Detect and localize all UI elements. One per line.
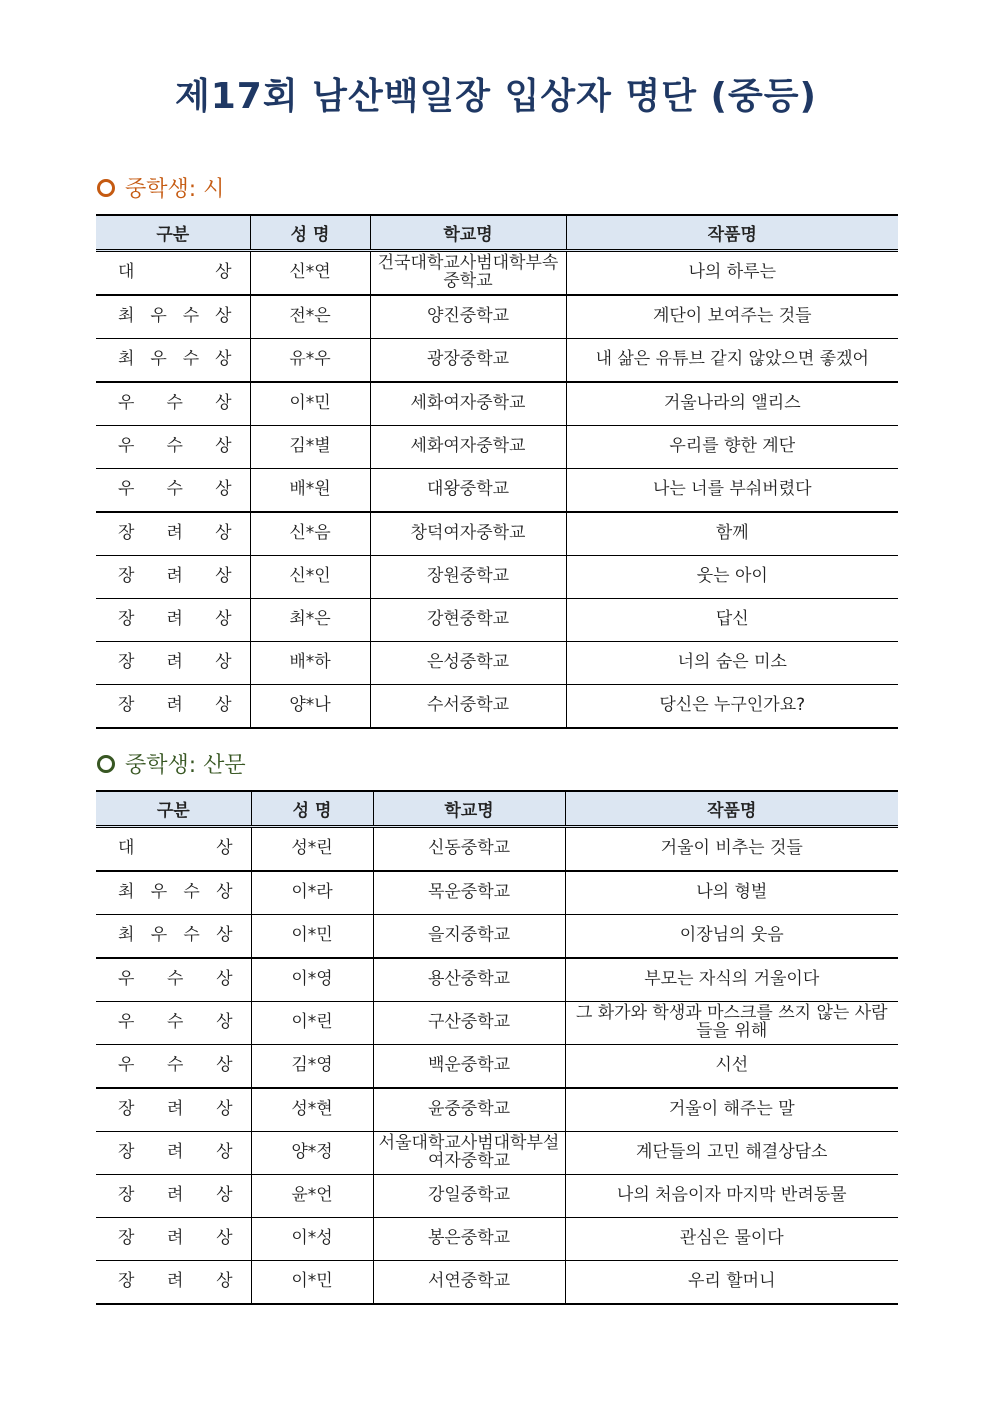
award-char: 상 <box>215 436 232 457</box>
work-cell: 웃는 아이 <box>566 556 898 599</box>
award-char: 대 <box>118 838 135 859</box>
name-cell: 이*성 <box>251 1218 373 1261</box>
table-header-row <box>96 215 898 251</box>
work-cell: 너의 숨은 미소 <box>566 642 898 685</box>
award-label <box>118 1101 233 1119</box>
award-cell <box>96 915 251 959</box>
award-cell <box>96 512 250 556</box>
award-cell <box>96 426 250 469</box>
school-cell: 건국대학교사범대학부속중학교 <box>370 251 566 296</box>
award-char: 려 <box>166 523 183 544</box>
name-cell: 유*우 <box>250 339 370 383</box>
award-char: 장 <box>118 1099 135 1120</box>
school-cell: 대왕중학교 <box>370 469 566 513</box>
work-cell: 내 삶은 유튜브 같지 않았으면 좋겠어 <box>566 339 898 383</box>
award-char: 상 <box>216 882 233 903</box>
award-cell <box>96 1002 251 1045</box>
name-cell: 성*린 <box>251 827 373 872</box>
award-label <box>118 264 232 282</box>
work-cell: 이장님의 웃음 <box>565 915 898 959</box>
table-row <box>96 1261 898 1305</box>
work-cell: 당신은 누구인가요? <box>566 685 898 729</box>
poetry-awards-table <box>96 214 898 729</box>
award-char: 우 <box>150 306 167 327</box>
award-char: 수 <box>167 1055 184 1076</box>
award-char: 상 <box>216 925 233 946</box>
school-cell: 장원중학교 <box>370 556 566 599</box>
section-heading-poetry <box>97 172 224 203</box>
school-cell: 백운중학교 <box>373 1045 565 1089</box>
award-char: 상 <box>215 523 232 544</box>
school-cell: 서연중학교 <box>373 1261 565 1305</box>
award-char: 수 <box>166 479 183 500</box>
award-label <box>118 308 232 326</box>
award-cell <box>96 1132 251 1175</box>
award-char: 우 <box>150 349 167 370</box>
award-label <box>118 1144 233 1162</box>
section-heading-label: 중학생: 산문 <box>125 753 246 778</box>
name-cell: 전*은 <box>250 295 370 339</box>
name-cell: 최*은 <box>250 599 370 642</box>
work-cell: 우리 할머니 <box>565 1261 898 1305</box>
award-char: 려 <box>167 1271 184 1292</box>
award-label <box>118 395 232 413</box>
award-cell <box>96 1088 251 1132</box>
award-cell <box>96 1261 251 1305</box>
school-cell: 봉은중학교 <box>373 1218 565 1261</box>
prose-awards-table <box>96 790 898 1305</box>
page-title: 제17회 남산백일장 입상자 명단 (중등) <box>174 76 817 117</box>
work-cell: 나의 형벌 <box>565 871 898 915</box>
school-cell: 신동중학교 <box>373 827 565 872</box>
work-cell: 거울나라의 앨리스 <box>566 382 898 426</box>
column-header: 구분 <box>96 215 250 251</box>
column-header: 구분 <box>96 791 251 827</box>
award-char: 우 <box>150 882 168 903</box>
award-cell <box>96 642 250 685</box>
name-cell: 김*별 <box>250 426 370 469</box>
name-cell: 배*하 <box>250 642 370 685</box>
work-cell: 시선 <box>565 1045 898 1089</box>
award-label <box>118 1014 233 1032</box>
table-row <box>96 1002 898 1045</box>
award-char: 수 <box>182 306 200 327</box>
award-cell <box>96 685 250 729</box>
award-char: 최 <box>118 925 135 946</box>
table-row <box>96 295 898 339</box>
award-char: 상 <box>216 838 233 859</box>
award-char: 려 <box>166 652 183 673</box>
award-cell <box>96 599 250 642</box>
award-cell <box>96 339 250 383</box>
award-char: 최 <box>118 349 135 370</box>
name-cell: 이*라 <box>251 871 373 915</box>
award-char: 상 <box>215 479 232 500</box>
column-header: 학교명 <box>373 791 565 827</box>
table-row <box>96 512 898 556</box>
award-label <box>118 840 233 858</box>
award-char: 수 <box>167 1012 184 1033</box>
award-cell <box>96 1218 251 1261</box>
name-cell: 성*현 <box>251 1088 373 1132</box>
table-row <box>96 1045 898 1089</box>
column-header: 성 명 <box>251 791 373 827</box>
table-row <box>96 915 898 959</box>
award-cell <box>96 556 250 599</box>
name-cell: 이*린 <box>251 1002 373 1045</box>
award-char: 상 <box>215 566 232 587</box>
award-char: 수 <box>183 882 200 903</box>
column-header: 작품명 <box>565 791 898 827</box>
school-cell: 광장중학교 <box>370 339 566 383</box>
award-char: 려 <box>166 695 183 716</box>
name-cell: 양*정 <box>251 1132 373 1175</box>
name-cell: 배*원 <box>250 469 370 513</box>
award-char: 상 <box>215 393 232 414</box>
column-header: 성 명 <box>250 215 370 251</box>
column-header: 학교명 <box>370 215 566 251</box>
award-char: 대 <box>118 262 135 283</box>
award-label <box>118 481 232 499</box>
award-label <box>118 351 232 369</box>
work-cell: 관심은 물이다 <box>565 1218 898 1261</box>
school-cell: 창덕여자중학교 <box>370 512 566 556</box>
award-cell <box>96 1175 251 1218</box>
award-char: 려 <box>167 1228 184 1249</box>
name-cell: 윤*언 <box>251 1175 373 1218</box>
school-cell: 세화여자중학교 <box>370 426 566 469</box>
award-char: 수 <box>183 925 200 946</box>
award-char: 최 <box>118 306 135 327</box>
award-char: 우 <box>118 969 135 990</box>
award-cell <box>96 827 251 872</box>
award-char: 최 <box>118 882 135 903</box>
table-row <box>96 426 898 469</box>
school-cell: 세화여자중학교 <box>370 382 566 426</box>
table-row <box>96 1088 898 1132</box>
award-cell <box>96 871 251 915</box>
name-cell: 이*민 <box>250 382 370 426</box>
award-char: 장 <box>118 1142 135 1163</box>
award-label <box>118 568 232 586</box>
award-char: 상 <box>216 969 233 990</box>
award-char: 상 <box>215 262 232 283</box>
award-char: 상 <box>216 1055 233 1076</box>
award-cell <box>96 1045 251 1089</box>
award-char: 려 <box>167 1142 184 1163</box>
award-char: 우 <box>118 436 135 457</box>
work-cell: 나의 하루는 <box>566 251 898 296</box>
school-cell: 강현중학교 <box>370 599 566 642</box>
award-char: 려 <box>167 1185 184 1206</box>
award-label <box>118 1273 233 1291</box>
work-cell: 계단이 보여주는 것들 <box>566 295 898 339</box>
award-char: 상 <box>215 695 232 716</box>
circle-bullet-icon <box>97 755 115 773</box>
award-label <box>118 525 232 543</box>
award-char: 우 <box>118 479 135 500</box>
award-char: 우 <box>150 925 168 946</box>
table-header-row <box>96 791 898 827</box>
table-row <box>96 599 898 642</box>
circle-bullet-icon <box>97 179 115 197</box>
award-char: 장 <box>118 609 135 630</box>
award-char: 장 <box>118 1185 135 1206</box>
award-char: 우 <box>118 393 135 414</box>
table-row <box>96 827 898 872</box>
table-row <box>96 1175 898 1218</box>
award-char: 장 <box>118 523 135 544</box>
work-cell: 부모는 자식의 거울이다 <box>565 958 898 1002</box>
award-char: 수 <box>167 969 184 990</box>
table-row <box>96 1132 898 1175</box>
award-cell <box>96 382 250 426</box>
award-label <box>118 971 233 989</box>
award-char: 상 <box>215 306 232 327</box>
award-char: 상 <box>216 1185 233 1206</box>
work-cell: 나의 처음이자 마지막 반려동물 <box>565 1175 898 1218</box>
award-char: 장 <box>118 695 135 716</box>
award-char: 상 <box>215 349 232 370</box>
award-cell <box>96 469 250 513</box>
award-char: 장 <box>118 652 135 673</box>
work-cell: 계단들의 고민 해결상담소 <box>565 1132 898 1175</box>
school-cell: 구산중학교 <box>373 1002 565 1045</box>
work-cell: 그 화가와 학생과 마스크를 쓰지 않는 사람들을 위해 <box>565 1002 898 1045</box>
award-label <box>118 1230 233 1248</box>
name-cell: 이*영 <box>251 958 373 1002</box>
school-cell: 윤중중학교 <box>373 1088 565 1132</box>
award-label <box>118 1057 233 1075</box>
award-char: 려 <box>166 566 183 587</box>
school-cell: 목운중학교 <box>373 871 565 915</box>
school-cell: 은성중학교 <box>370 642 566 685</box>
award-cell <box>96 958 251 1002</box>
name-cell: 이*민 <box>251 1261 373 1305</box>
column-header: 작품명 <box>566 215 898 251</box>
table-row <box>96 469 898 513</box>
table-row <box>96 642 898 685</box>
award-char: 우 <box>118 1012 135 1033</box>
award-char: 상 <box>215 652 232 673</box>
award-cell <box>96 251 250 296</box>
table-row <box>96 251 898 296</box>
award-label <box>118 1187 233 1205</box>
name-cell: 김*영 <box>251 1045 373 1089</box>
work-cell: 함께 <box>566 512 898 556</box>
award-label <box>118 611 232 629</box>
name-cell: 신*음 <box>250 512 370 556</box>
table-row <box>96 1218 898 1261</box>
work-cell: 거울이 해주는 말 <box>565 1088 898 1132</box>
award-char: 수 <box>166 393 183 414</box>
table-row <box>96 556 898 599</box>
work-cell: 거울이 비추는 것들 <box>565 827 898 872</box>
award-label <box>118 884 233 902</box>
name-cell: 신*인 <box>250 556 370 599</box>
work-cell: 우리를 향한 계단 <box>566 426 898 469</box>
award-char: 장 <box>118 566 135 587</box>
school-cell: 수서중학교 <box>370 685 566 729</box>
award-char: 상 <box>216 1271 233 1292</box>
table-row <box>96 382 898 426</box>
table-row <box>96 958 898 1002</box>
table-row <box>96 685 898 729</box>
award-char: 장 <box>118 1271 135 1292</box>
name-cell: 이*민 <box>251 915 373 959</box>
section-heading-label: 중학생: 시 <box>125 177 225 202</box>
award-cell <box>96 295 250 339</box>
section-heading-prose <box>97 748 246 779</box>
school-cell: 을지중학교 <box>373 915 565 959</box>
award-label <box>118 438 232 456</box>
award-char: 상 <box>216 1099 233 1120</box>
work-cell: 나는 너를 부숴버렸다 <box>566 469 898 513</box>
award-label <box>118 927 233 945</box>
school-cell: 서울대학교사범대학부설여자중학교 <box>373 1132 565 1175</box>
award-char: 수 <box>182 349 200 370</box>
award-char: 수 <box>166 436 183 457</box>
school-cell: 용산중학교 <box>373 958 565 1002</box>
table-row <box>96 339 898 383</box>
award-label <box>118 697 232 715</box>
work-cell: 답신 <box>566 599 898 642</box>
award-char: 우 <box>118 1055 135 1076</box>
award-char: 상 <box>216 1228 233 1249</box>
table-row <box>96 871 898 915</box>
name-cell: 신*연 <box>250 251 370 296</box>
award-label <box>118 654 232 672</box>
school-cell: 강일중학교 <box>373 1175 565 1218</box>
award-char: 상 <box>215 609 232 630</box>
school-cell: 양진중학교 <box>370 295 566 339</box>
award-char: 상 <box>216 1142 233 1163</box>
award-char: 려 <box>166 609 183 630</box>
award-char: 장 <box>118 1228 135 1249</box>
award-char: 상 <box>216 1012 233 1033</box>
award-char: 려 <box>167 1099 184 1120</box>
name-cell: 양*나 <box>250 685 370 729</box>
